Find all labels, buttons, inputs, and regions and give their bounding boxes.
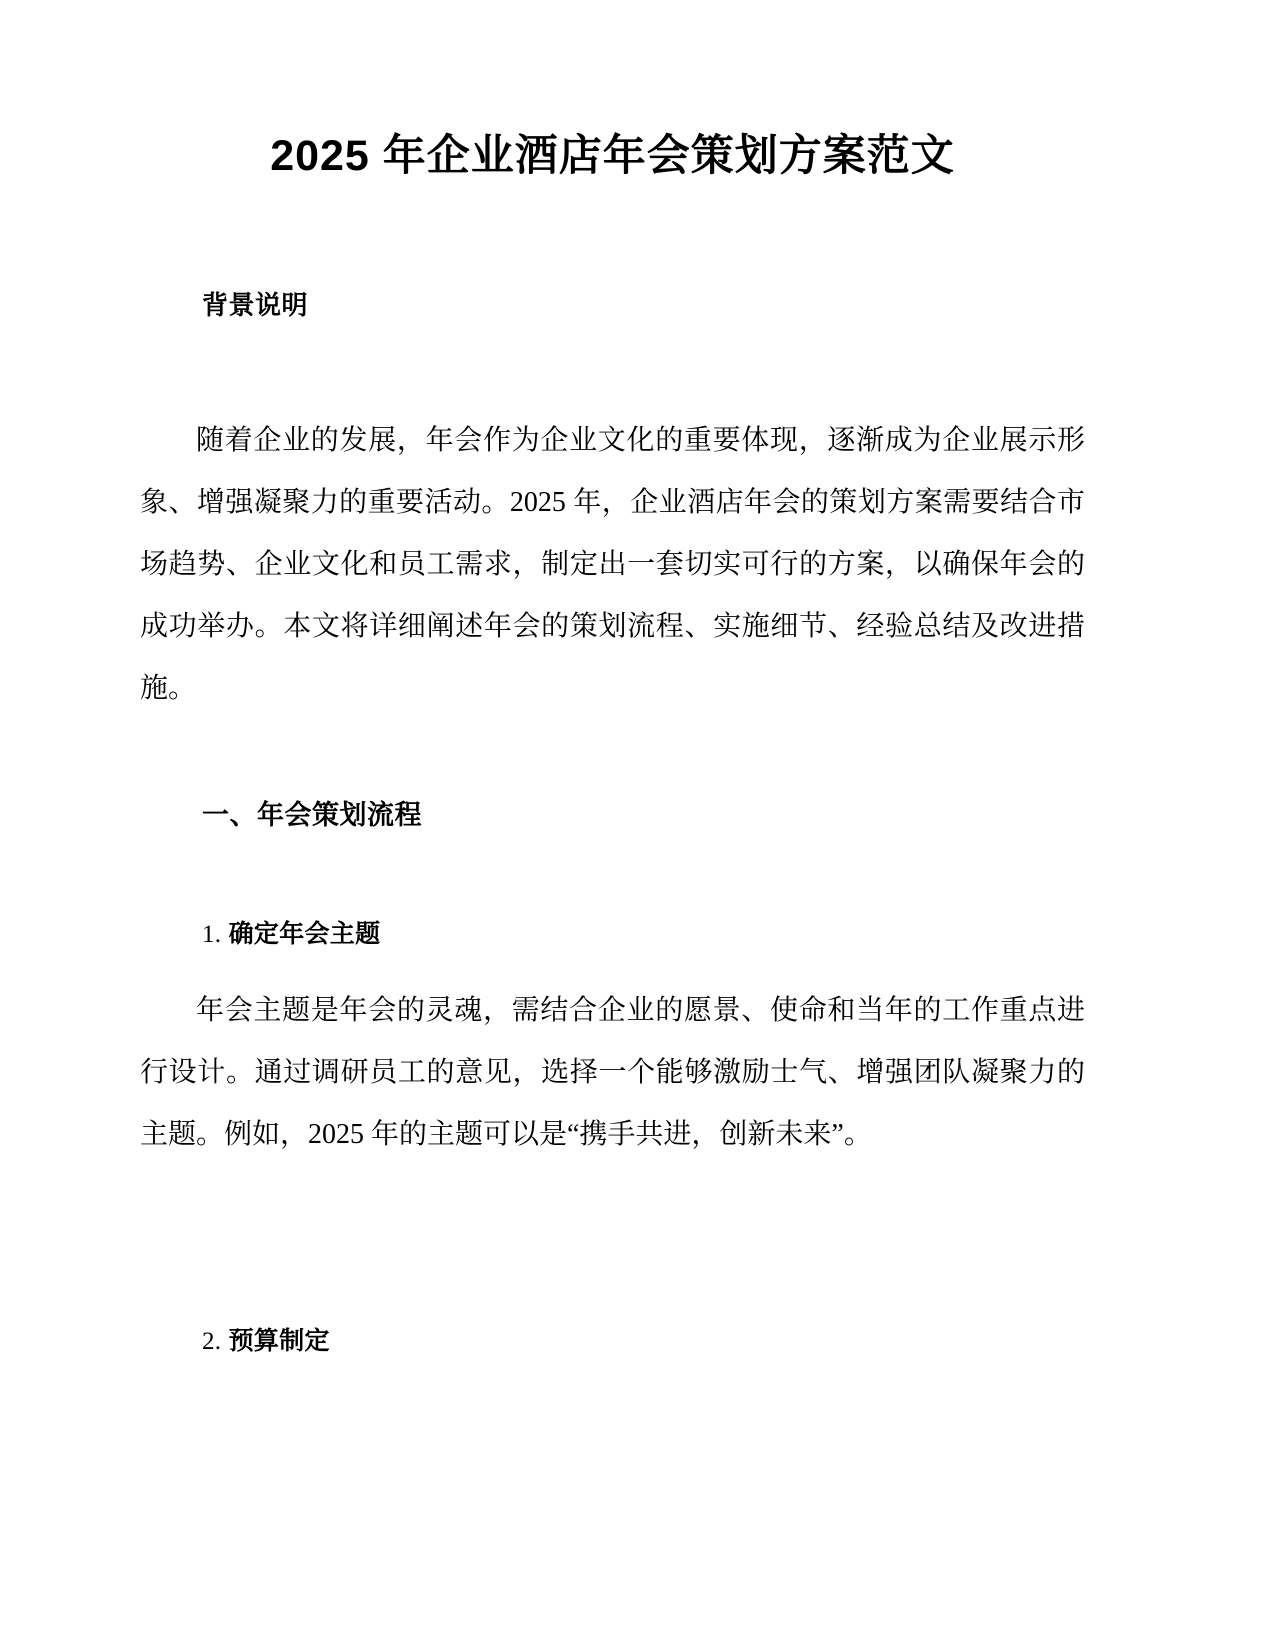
paragraph-determine-theme: 年会主题是年会的灵魂，需结合企业的愿景、使命和当年的工作重点进行设计。通过调研员工的意见，选择一个能够激励士气、增强团队凝聚力的主题。例如，2025 年的主题可以是“携手共进，创新未来”。 <box>140 995 1085 1150</box>
subsection-1-paragraph-block <box>140 980 1085 1166</box>
subsection-2-number: 2. <box>202 1328 222 1355</box>
subsection-2-heading-block <box>202 1325 1147 1359</box>
heading-subsection-determine-theme <box>202 918 1147 952</box>
subsection-2-label: 预算制定 <box>228 1327 330 1355</box>
heading-section-planning-process: 一、年会策划流程 <box>202 800 422 830</box>
subsection-1-number: 1. <box>202 921 222 948</box>
heading-subsection-budget <box>202 1325 1147 1359</box>
section-1-heading-block <box>202 797 1147 833</box>
paragraph-background: 随着企业的发展，年会作为企业文化的重要体现，逐渐成为企业展示形象、增强凝聚力的重要活动。2025 年，企业酒店年会的策划方案需要结合市场趋势、企业文化和员工需求，制定出一套切实可行的方案，以确保年会的成功举办。本文将详细阐述年会的策划流程、实施细节、经验总结及改进措施。 <box>140 425 1085 704</box>
subsection-1-heading-block <box>202 918 1147 952</box>
page-title: 2025 年企业酒店年会策划方案范文 <box>270 132 955 180</box>
page-content <box>140 0 1085 1650</box>
heading-background-note: 背景说明 <box>202 290 309 320</box>
subsection-1-label: 确定年会主题 <box>228 920 381 948</box>
background-heading-block <box>202 288 1147 323</box>
background-paragraph-block <box>140 410 1085 720</box>
